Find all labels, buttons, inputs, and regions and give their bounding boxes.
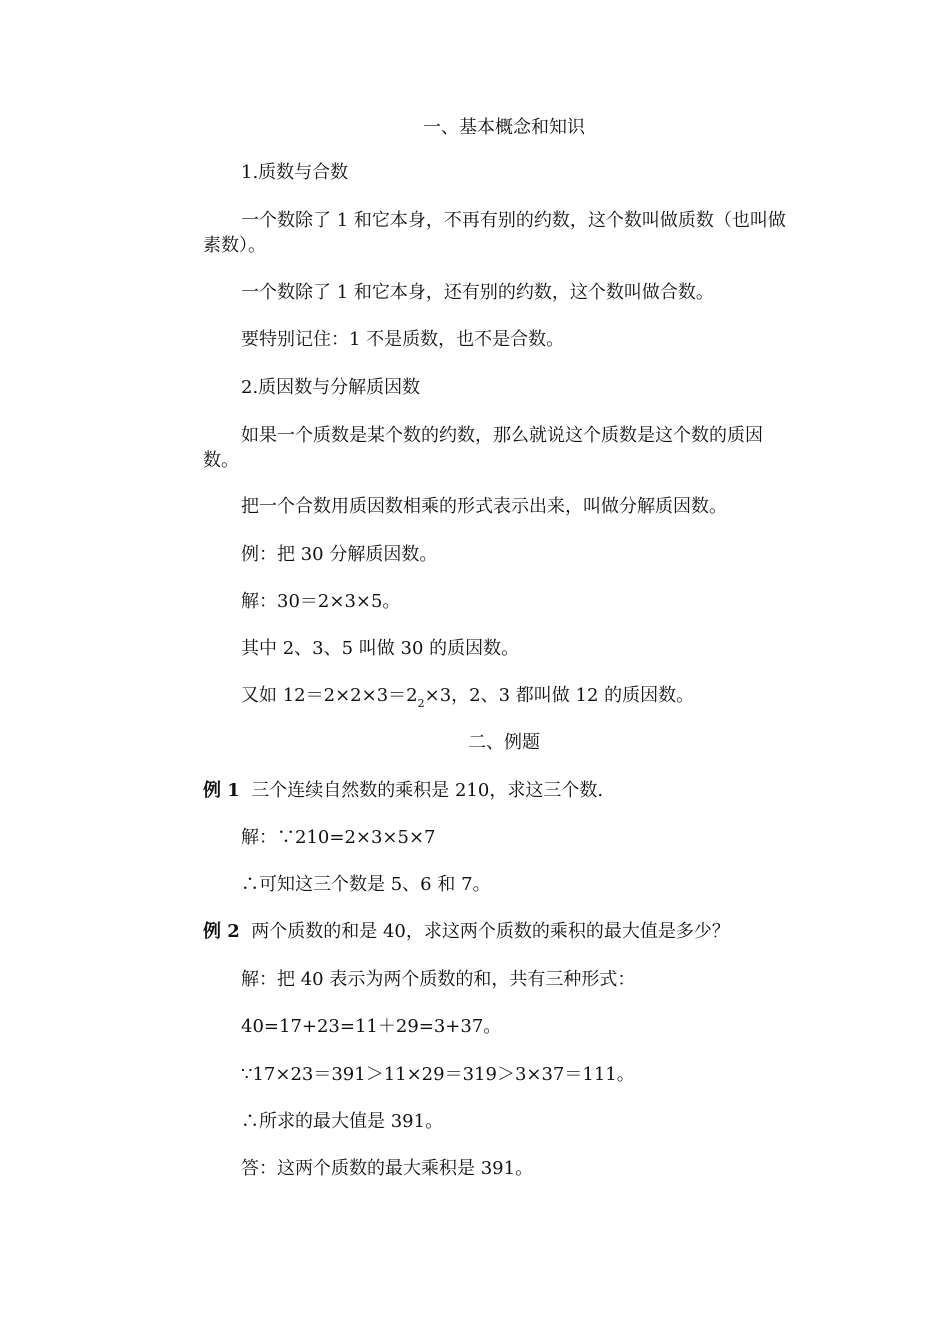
example1-step1: 解：∵210=2×3×5×7 xyxy=(241,827,436,848)
example2-question-text: 两个质数的和是 40，求这两个质数的乘积的最大值是多少？ xyxy=(251,921,730,942)
example1-step2: ∴可知这三个数是 5、6 和 7。 xyxy=(241,874,491,895)
example-answer: 解：30＝2×3×5。 xyxy=(241,591,401,612)
another-example-part1: 又如 12＝2×2×3＝2 xyxy=(241,685,418,706)
remember-note: 要特别记住：1 不是质数，也不是合数。 xyxy=(241,329,565,350)
section-heading-examples: 二、例题 xyxy=(468,732,540,753)
section-heading-concepts: 一、基本概念和知识 xyxy=(423,117,585,138)
prime-definition-line2: 素数）。 xyxy=(203,235,266,256)
example1-question-text: 三个连续自然数的乘积是 210，求这三个数. xyxy=(251,780,604,801)
prime-factor-definition-line1: 如果一个质数是某个数的约数，那么就说这个质数是这个数的质因 xyxy=(241,425,763,446)
example-note: 其中 2、3、5 叫做 30 的质因数。 xyxy=(241,638,520,659)
subheading-prime-factors: 2.质因数与分解质因数 xyxy=(241,377,421,398)
example2-label: 例 2 xyxy=(203,921,240,942)
example2-step2: 40=17+23=11＋29=3+37。 xyxy=(241,1016,502,1037)
example2-step1: 解：把 40 表示为两个质数的和，共有三种形式： xyxy=(241,969,636,990)
subheading-prime-composite: 1.质数与合数 xyxy=(241,162,349,183)
another-example-part2: ×3，2、3 都叫做 12 的质因数。 xyxy=(424,685,695,706)
another-example-subscript: 2 xyxy=(417,697,425,710)
prime-factor-definition-line2: 数。 xyxy=(203,450,239,471)
composite-definition: 一个数除了 1 和它本身，还有别的约数，这个数叫做合数。 xyxy=(241,282,714,303)
example2-question xyxy=(203,920,730,944)
example2-answer: 答：这两个质数的最大乘积是 391。 xyxy=(241,1158,534,1179)
example-question: 例：把 30 分解质因数。 xyxy=(241,544,438,565)
example2-step4: ∴所求的最大值是 391。 xyxy=(241,1111,444,1132)
factorization-definition: 把一个合数用质因数相乘的形式表示出来，叫做分解质因数。 xyxy=(241,496,727,517)
example1-question xyxy=(203,779,603,803)
prime-definition-line1: 一个数除了 1 和它本身，不再有别的约数，这个数叫做质数（也叫做 xyxy=(241,210,786,231)
example2-step3: ∵17×23＝391＞11×29＝319＞3×37＝111。 xyxy=(241,1064,635,1085)
another-example xyxy=(241,684,694,716)
example1-label: 例 1 xyxy=(203,780,240,801)
